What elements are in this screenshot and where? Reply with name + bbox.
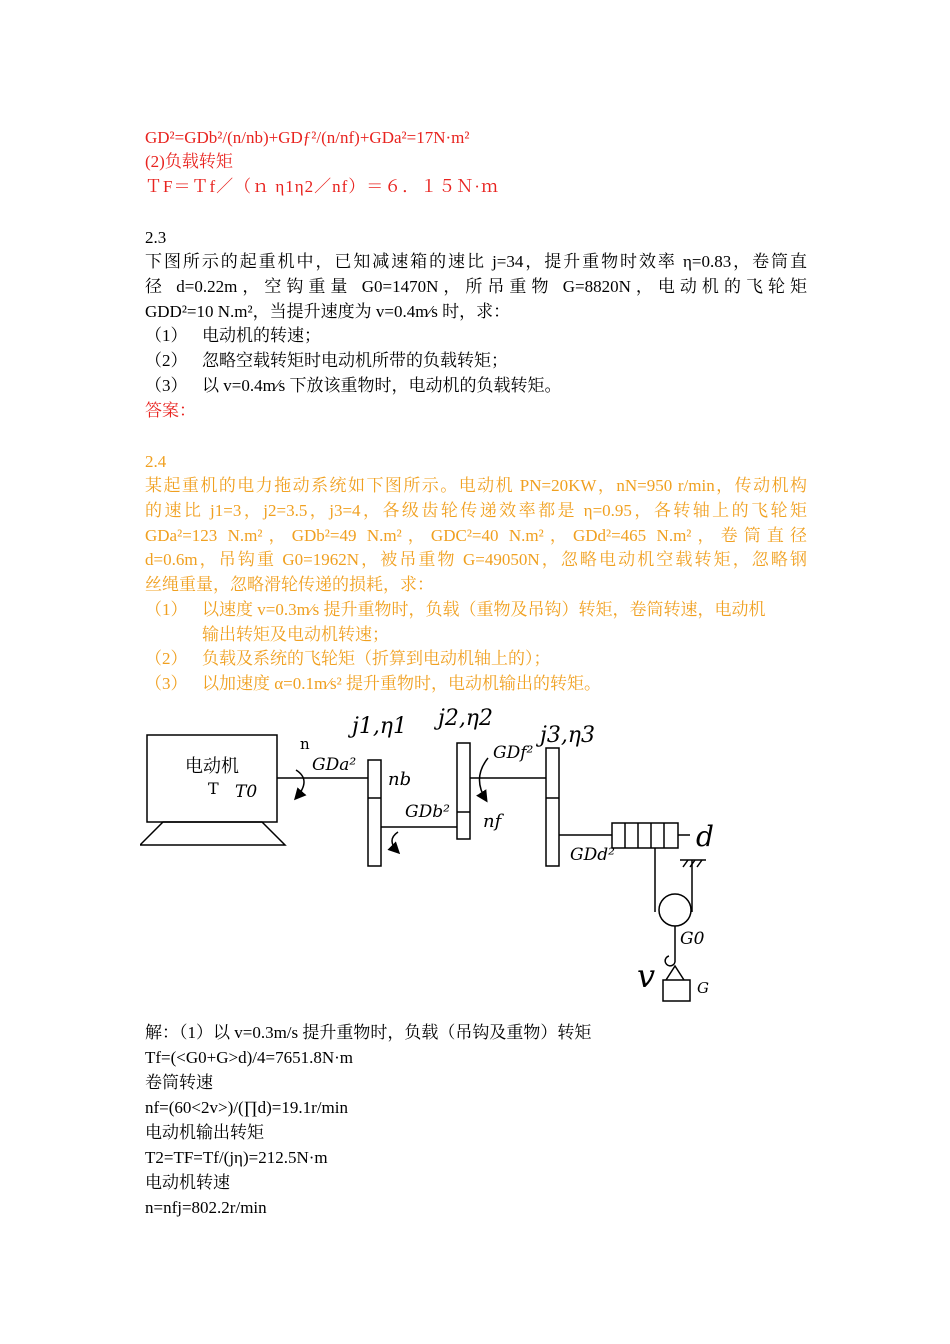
g0-label: G0 (680, 929, 705, 949)
motor-label: 电动机 (185, 756, 239, 777)
tf-formula: ＴF＝Ｔf／（ｎ η1η2／nf）＝６．１５Ｎ·ｍ (145, 177, 499, 196)
d-label: d (696, 820, 714, 853)
g-label: G (697, 979, 709, 997)
item-number: （3） (145, 674, 188, 693)
q23-item (145, 374, 562, 398)
gear-3 (546, 748, 559, 866)
nb-label: nb (388, 769, 412, 790)
item-text: 以 v=0.4m⁄s 下放该重物时，电动机的负载转矩。 (202, 376, 562, 395)
motor-torque-label: 电动机输出转矩 (145, 1123, 264, 1142)
j3-eta3-label: j3,η3 (540, 723, 595, 748)
solution-intro: 解：（1）以 v=0.3m/s 提升重物时，负载（吊钩及重物）转矩 (145, 1023, 592, 1042)
item-number: （3） (145, 376, 188, 395)
q24-line: 某起重机的电力拖动系统如下图所示。电动机 PN=20KW，nN=950 r/min，传动机构 (145, 476, 807, 495)
gear-1 (368, 760, 381, 866)
n-label: n (300, 735, 310, 753)
motor-t0-label: T0 (235, 782, 258, 802)
j2-eta2-label: j2,η2 (438, 706, 493, 731)
gd-f-label: GDf² (493, 743, 534, 763)
item-number: （2） (145, 649, 188, 668)
item-text: 以加速度 α=0.1m⁄s² 提升重物时，电动机输出的转矩。 (202, 674, 602, 693)
j1-eta1-label: j1,η1 (352, 714, 407, 739)
motor-speed-label: 电动机转速 (145, 1173, 230, 1192)
v-label: v (637, 957, 656, 995)
crane-drive-diagram (140, 700, 740, 1010)
gd-d-label: GDd² (570, 845, 615, 865)
gd-a-label: GDa² (312, 755, 357, 775)
drum (612, 823, 678, 848)
q24-item (145, 598, 766, 622)
q24-line: d=0.6m，吊钩重 G0=1962N，被吊重物 G=49050N，忽略电动机空载转矩，忽略钢 (145, 550, 807, 569)
q23-item (145, 349, 508, 373)
rotation-arrow-a (296, 770, 304, 798)
solution-t2: T2=TF=Tf/(jη)=212.5N·m (145, 1148, 328, 1167)
nf-label: nf (483, 811, 502, 832)
q23-line: 下图所示的起重机中，已知减速箱的速比 j=34，提升重物时效率 η=0.83，卷筒直 (145, 252, 807, 271)
q23-line: GDD²=10 N.m²，当提升速度为 v=0.4m⁄s 时，求： (145, 302, 511, 321)
q24-item-continuation: 输出转矩及电动机转速； (202, 625, 389, 644)
item-text: 负载及系统的飞轮矩（折算到电动机轴上的）； (202, 649, 551, 668)
motor-t-label: T (208, 779, 219, 798)
q24-line: GDa²=123 N.m²，GDb²=49 N.m²，GDC²=40 N.m²，GDd²=465 N.m²，卷筒直径 (145, 526, 807, 545)
gear-2 (457, 743, 470, 839)
gd-b-label: GDb² (405, 802, 450, 822)
solution-nf: nf=(60<2v>)/(∏d)=19.1r/min (145, 1098, 348, 1117)
solution-tf: Tf=(<G0+G>d)/4=7651.8N·m (145, 1048, 353, 1067)
q24-number: 2.4 (145, 452, 167, 471)
load-torque-heading: (2)负载转矩 (145, 152, 233, 171)
solution-n: n=nfj=802.2r/min (145, 1198, 267, 1217)
rotation-arrow-b (392, 832, 398, 852)
hook (665, 956, 675, 966)
answer-label: 答案： (145, 401, 196, 420)
q24-line: 丝绳重量，忽略滑轮传递的损耗，求： (145, 575, 434, 594)
item-number: （1） (145, 326, 188, 345)
q24-line: 的速比 j1=3，j2=3.5，j3=4，各级齿轮传递效率都是 η=0.95，各转轴上的飞轮矩 (145, 501, 807, 520)
motor-base (140, 822, 285, 845)
item-text: 电动机的转速； (202, 326, 321, 345)
item-number: （2） (145, 351, 188, 370)
q23-number: 2.3 (145, 228, 167, 247)
q24-item (145, 647, 551, 671)
item-number: （1） (145, 600, 188, 619)
weight-box (663, 980, 690, 1001)
q23-line: 径 d=0.22m，空钩重量 G0=1470N，所吊重物 G=8820N，电动机的飞轮矩 (145, 277, 807, 296)
gd-formula: GD²=GDb²/(n/nb)+GDƒ²/(n/nf)+GDa²=17N·m² (145, 128, 470, 147)
q23-item (145, 324, 321, 348)
item-text: 忽略空载转矩时电动机所带的负载转矩； (202, 351, 508, 370)
item-text: 以速度 v=0.3m⁄s 提升重物时，负载（重物及吊钩）转矩，卷筒转速，电动机 (202, 600, 766, 619)
pulley (659, 894, 691, 926)
rotation-arrow-f (479, 758, 488, 800)
q24-item (145, 672, 601, 696)
drum-speed-label: 卷筒转速 (145, 1073, 213, 1092)
